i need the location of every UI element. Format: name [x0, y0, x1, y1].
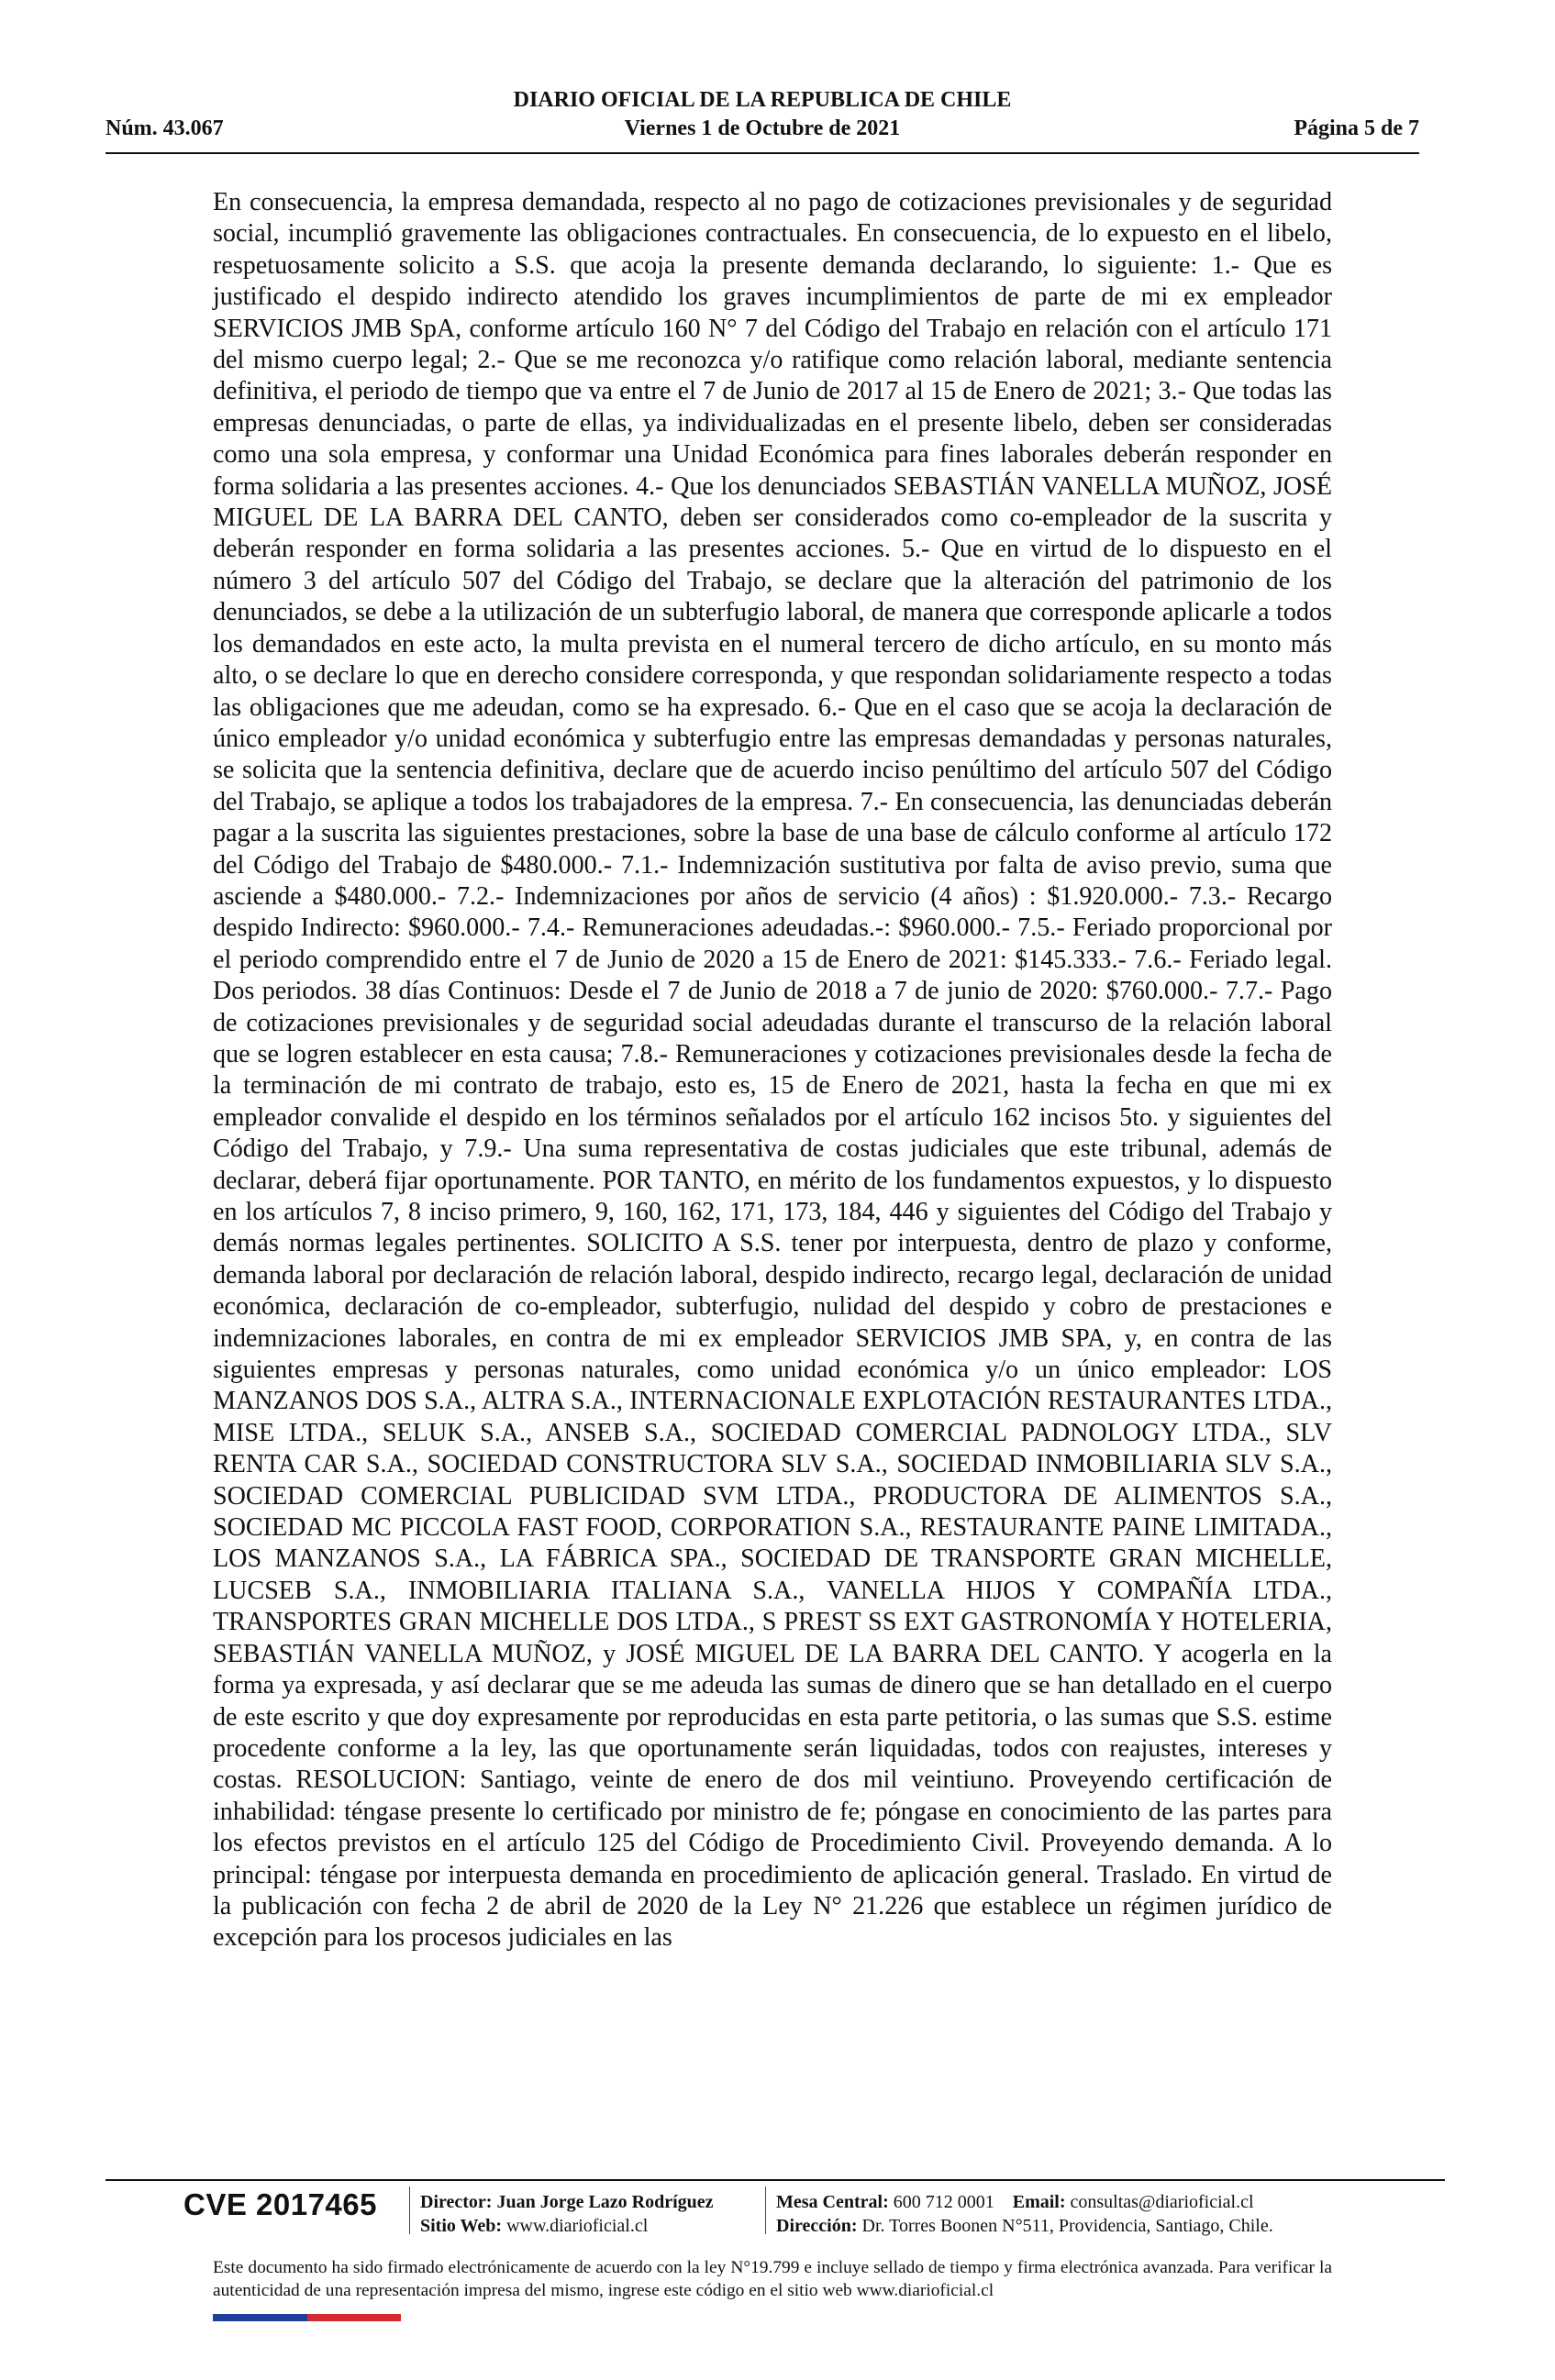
footer-contact-block: [776, 2190, 1273, 2238]
site-link[interactable]: www.diarioficial.cl: [506, 2216, 649, 2236]
issue-number: Núm. 43.067: [106, 116, 224, 140]
footer-separator: [409, 2186, 410, 2234]
site-label: Sitio Web:: [420, 2216, 503, 2236]
page-number: Página 5 de 7: [1294, 116, 1419, 140]
email-label: Email:: [1012, 2192, 1066, 2212]
cve-code: CVE 2017465: [183, 2187, 377, 2221]
body-paragraph: En consecuencia, la empresa demandada, respecto al no pago de cotizaciones previsionales y de seguridad social, incumplió gravemente las obligaciones contractuales. En consecuencia, de lo expuesto en el libelo, respetuosamente solicito a S.S. que acoja la presente demanda declarando, lo siguiente: 1.- Que es justificado el despido indirecto atendido los graves incumplimientos de parte de mi ex empleador SERVICIOS JMB SpA, conforme artículo 160 N° 7 del Código del Trabajo en relación con el artículo 171 del mismo cuerpo legal; 2.- Que se me reconozca y/o ratifique como relación laboral, mediante sentencia definitiva, el periodo de tiempo que va entre el 7 de Junio de 2017 al 15 de Enero de 2021; 3.- Que todas las empresas denunciadas, o parte de ellas, ya individualizadas en el presente libelo, deben ser consideradas como una sola empresa, y conformar una Unidad Económica para fines laborales deberán responder en forma solidaria a las presentes acciones. 4.- Que los denunciados SEBASTIÁN VANELLA MUÑOZ, JOSÉ MIGUEL DE LA BARRA DEL CANTO, deben ser considerados como co-empleador de la suscrita y deberán responder en forma solidaria a las presentes acciones. 5.- Que en virtud de lo dispuesto en el número 3 del artículo 507 del Código del Trabajo, se declare que la alteración del patrimonio de los denunciados, se debe a la utilización de un subterfugio laboral, de manera que corresponde aplicarle a todos los demandados en este acto, la multa prevista en el numeral tercero de dicho artículo, en su monto más alto, o se declare lo que en derecho considere corresponda, y que respondan solidariamente respecto a todas las obligaciones que me adeudan, como se ha expresado. 6.- Que en el caso que se acoja la declaración de único empleador y/o unidad económica y subterfugio entre las empresas demandadas y personas naturales, se solicita que la sentencia definitiva, declare que de acuerdo inciso penúltimo del artículo 507 del Código del Trabajo, se aplique a todos los trabajadores de la empresa. 7.- En consecuencia, las denunciadas deberán pagar a la suscrita las siguientes prestaciones, sobre la base de una base de cálculo conforme al artículo 172 del Código del Trabajo de $480.000.- 7.1.- Indemnización sustitutiva por falta de aviso previo, suma que asciende a $480.000.- 7.2.- Indemnizaciones por años de servicio (4 años) : $1.920.000.- 7.3.- Recargo despido Indirecto: $960.000.- 7.4.- Remuneraciones adeudadas.-: $960.000.- 7.5.- Feriado proporcional por el periodo comprendido entre el 7 de Junio de 2020 a 15 de Enero de 2021: $145.333.- 7.6.- Feriado legal. Dos periodos. 38 días Continuos: Desde el 7 de Junio de 2018 a 7 de junio de 2020: $760.000.- 7.7.- Pago de cotizaciones previsionales y de seguridad social adeudadas durante el transcurso de la relación laboral que se logren establecer en esta causa; 7.8.- Remuneraciones y cotizaciones previsionales desde la fecha de la terminación de mi contrato de trabajo, esto es, 15 de Enero de 2021, hasta la fecha en que mi ex empleador convalide el despido en los términos señalados por el artículo 162 incisos 5to. y siguientes del Código del Trabajo, y 7.9.- Una suma representativa de costas judiciales que este tribunal, además de declarar, deberá fijar oportunamente. POR TANTO, en mérito de los fundamentos expuestos, y lo dispuesto en los artículos 7, 8 inciso primero, 9, 160, 162, 171, 173, 184, 446 y siguientes del Código del Trabajo y demás normas legales pertinentes. SOLICITO A S.S. tener por interpuesta, dentro de plazo y conforme, demanda laboral por declaración de relación laboral, despido indirecto, recargo legal, declaración de unidad económica, declaración de co-empleador, subterfugio, nulidad del despido y cobro de prestaciones e indemnizaciones laborales, en contra de mi ex empleador SERVICIOS JMB SPA, y, en contra de las siguientes empresas y personas naturales, como unidad económica y/o un único empleador: LOS MANZANOS DOS S.A., ALTRA S.A., INTERNACIONALE EXPLOTACIÓN RESTAURANTES LTDA., MISE LTDA., SELUK S.A., ANSEB S.A., SOCIEDAD COMERCIAL PADNOLOGY LTDA., SLV RENTA CAR S.A., SOCIEDAD CONSTRUCTORA SLV S.A., SOCIEDAD INMOBILIARIA SLV S.A., SOCIEDAD COMERCIAL PUBLICIDAD SVM LTDA., PRODUCTORA DE ALIMENTOS S.A., SOCIEDAD MC PICCOLA FAST FOOD, CORPORATION S.A., RESTAURANTE PAINE LIMITADA., LOS MANZANOS S.A., LA FÁBRICA SPA., SOCIEDAD DE TRANSPORTE GRAN MICHELLE, LUCSEB S.A., INMOBILIARIA ITALIANA S.A., VANELLA HIJOS Y COMPAÑÍA LTDA., TRANSPORTES GRAN MICHELLE DOS LTDA., S PREST SS EXT GASTRONOMÍA Y HOTELERIA, SEBASTIÁN VANELLA MUÑOZ, y JOSÉ MIGUEL DE LA BARRA DEL CANTO. Y acogerla en la forma ya expresada, y así declarar que se me adeuda las sumas de dinero que se han detallado en el cuerpo de este escrito y que doy expresamente por reproducidas en esta parte petitoria, o las sumas que S.S. estime procedente conforme a la ley, las que oportunamente serán liquidadas, todos con reajustes, intereses y costas. RESOLUCION: Santiago, veinte de enero de dos mil veintiuno. Proveyendo certificación de inhabilidad: téngase presente lo certificado por ministro de fe; póngase en conocimiento de las partes para los efectos previstos en el artículo 125 del Código de Procedimiento Civil. Proveyendo demanda. A lo principal: téngase por interpuesta demanda en procedimiento de aplicación general. Traslado. En virtud de la publicación con fecha 2 de abril de 2020 de la Ley N° 21.226 que establece un régimen jurídico de excepción para los procesos judiciales en las: [213, 188, 1332, 1953]
phone-label: Mesa Central:: [776, 2192, 889, 2212]
footer-director-block: [420, 2190, 714, 2238]
director-name: Juan Jorge Lazo Rodríguez: [496, 2192, 714, 2212]
page-header: [106, 88, 1419, 152]
flag-blue-segment: [213, 2314, 307, 2321]
issue-date: Viernes 1 de Octubre de 2021: [624, 116, 901, 140]
signature-disclaimer: Este documento ha sido firmado electrónicamente de acuerdo con la ley N°19.799 e incluye sellado de tiempo y firma electrónica avanzada. Para verificar la autenticidad de una representación impresa del mismo, ingrese este código en el sitio web www.diarioficial.cl: [213, 2258, 1332, 2300]
header-divider: [106, 152, 1419, 154]
email-link[interactable]: consultas@diarioficial.cl: [1070, 2192, 1254, 2212]
document-body: [213, 187, 1332, 1954]
footer-divider: [106, 2179, 1445, 2181]
phone-value: 600 712 0001: [893, 2192, 994, 2212]
publication-title: DIARIO OFICIAL DE LA REPUBLICA DE CHILE: [513, 88, 1012, 112]
chile-flag-stripe: [213, 2314, 401, 2321]
address-label: Dirección:: [776, 2216, 858, 2236]
address-value: Dr. Torres Boonen N°511, Providencia, Santiago, Chile.: [861, 2216, 1273, 2236]
flag-red-segment: [307, 2314, 402, 2321]
footer-separator: [765, 2186, 766, 2234]
director-label: Director:: [420, 2192, 493, 2212]
